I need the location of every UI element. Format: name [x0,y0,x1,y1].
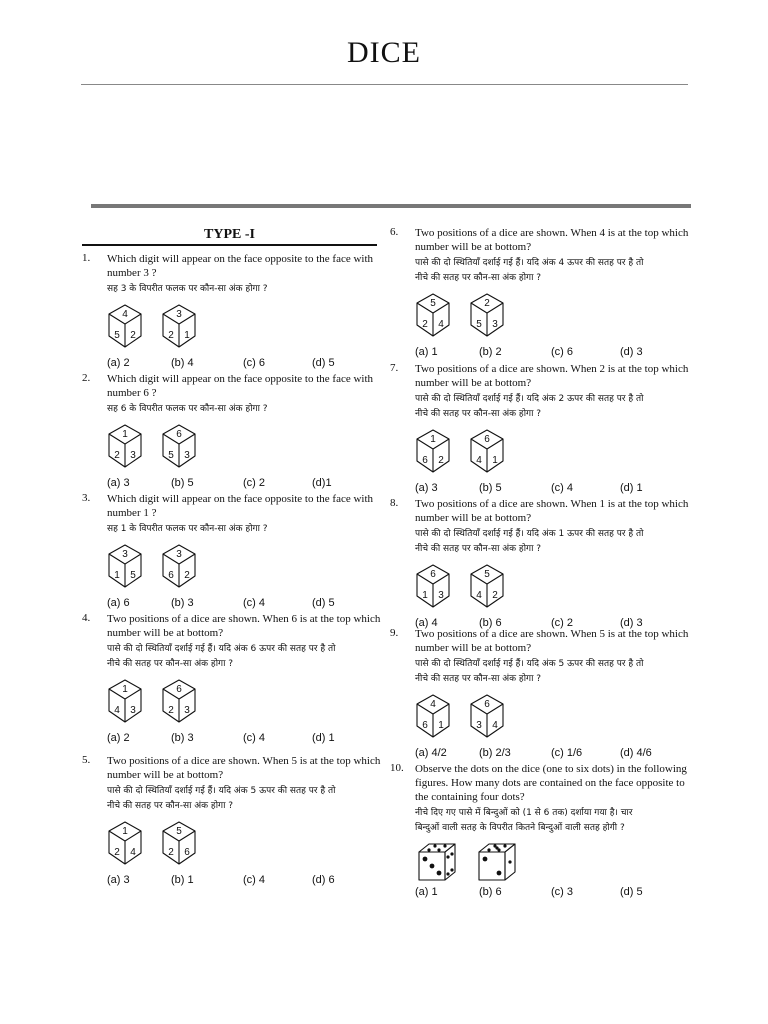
cube-face-top: 3 [122,549,128,560]
question-text-hindi: नीचे की सतह पर कौन-सा अंक होगा ? [415,674,542,684]
question-text-english: Two positions of a dice are shown. When 5 is at the top which number will be at bottom? [107,755,381,781]
answer-option: (c) 4 [243,597,265,609]
type-heading: TYPE -I [204,227,255,242]
type-heading-underline [82,244,377,246]
answer-option: (c) 2 [243,477,265,489]
cube-face-top: 4 [430,699,436,710]
answer-option: (c) 2 [551,617,573,629]
question-number: 7. [390,362,399,374]
answer-option: (b) 6 [479,617,502,629]
answer-option: (c) 4 [243,732,265,744]
cube-figure [107,423,143,469]
cube-figure [415,563,451,609]
answer-option: (a) 2 [107,357,130,369]
question-text-hindi: पासे की दो स्थितियाँ दर्शाई गई हैं। यदि अंक 4 ऊपर की सतह पर है तो [415,258,644,268]
question-text-hindi: पासे की दो स्थितियाँ दर्शाई गई हैं। यदि अंक 5 ऊपर की सतह पर है तो [415,659,644,669]
cube-face-right: 3 [130,705,136,716]
dot-side [450,868,453,871]
question-text-hindi: पासे की दो स्थितियाँ दर्शाई गई हैं। यदि अंक 5 ऊपर की सतह पर है तो [107,786,336,796]
cube-figure [415,693,451,739]
answer-option: (d) 3 [620,617,643,629]
cube-face-top: 1 [122,826,128,837]
cube-face-left: 4 [476,455,482,466]
answer-option: (d) 6 [312,874,335,886]
question-text-english: Which digit will appear on the face opposite to the face with number 6 ? [107,373,374,399]
answer-option: (d) 5 [312,597,335,609]
question-number: 2. [82,372,91,384]
answer-option: (a) 4 [415,617,438,629]
cube-figure [107,678,143,724]
cube-face-top: 1 [122,429,128,440]
answer-option: (b) 3 [171,597,194,609]
cube-face-right: 2 [438,455,444,466]
answer-option: (c) 4 [551,482,573,494]
answer-option: (d)1 [312,477,332,489]
cube-face-top: 6 [176,684,182,695]
cube-face-right: 4 [492,720,498,731]
question-text-hindi: पासे की दो स्थितियाँ दर्शाई गई हैं। यदि अंक 1 ऊपर की सतह पर है तो [415,529,644,539]
cube-face-left: 1 [114,570,120,581]
cube-figure [415,428,451,474]
cube-face-left: 5 [476,319,482,330]
cube-face-right: 1 [438,720,444,731]
answer-option: (a) 6 [107,597,130,609]
question-number: 8. [390,497,399,509]
question-text-hindi: नीचे की सतह पर कौन-सा अंक होगा ? [107,659,234,669]
answer-option: (b) 4 [171,357,194,369]
cube-face-top: 5 [430,298,436,309]
dot-top [427,848,430,851]
question-text-hindi: पासे की दो स्थितियाँ दर्शाई गई हैं। यदि अंक 2 ऊपर की सतह पर है तो [415,394,644,404]
answer-option: (c) 6 [551,346,573,358]
cube-face-right: 2 [130,330,136,341]
answer-option: (a) 3 [107,874,130,886]
cube-face-left: 3 [476,720,482,731]
question-text-hindi: पासे की दो स्थितियाँ दर्शाई गई हैं। यदि अंक 6 ऊपर की सतह पर है तो [107,644,336,654]
question-text-hindi: बिन्दुओं वाली सतह के विपरीत कितने बिन्दुओं वाली सतह होगी ? [415,823,625,833]
cube-face-right: 1 [184,330,190,341]
cube-face-right: 5 [130,570,136,581]
cube-face-top: 1 [122,684,128,695]
cube-face-right: 1 [492,455,498,466]
answer-option: (d) 5 [312,357,335,369]
cube-figure [415,292,451,338]
dot-cube-figure [417,842,457,882]
dot-front [437,871,442,876]
dot-front [497,871,502,876]
dot-front [483,857,488,862]
question-number: 10. [390,762,404,774]
question-text-english: Two positions of a dice are shown. When 1 is at the top which number will be at bottom? [415,498,689,524]
cube-face-left: 4 [476,590,482,601]
cube-figure [161,543,197,589]
question-text-english: Two positions of a dice are shown. When 6 is at the top which number will be at bottom? [107,613,381,639]
answer-option: (a) 3 [107,477,130,489]
dot-top [487,848,490,851]
cube-face-top: 5 [484,569,490,580]
answer-option: (b) 5 [171,477,194,489]
dot-top [443,844,446,847]
cube-face-left: 2 [422,319,428,330]
page-title: DICE [347,36,421,69]
dot-side [508,860,511,863]
dot-front [430,864,435,869]
cube-figure [161,423,197,469]
cube-figure [469,563,505,609]
answer-option: (a) 1 [415,346,438,358]
cube-face-right: 6 [184,847,190,858]
cube-face-left: 6 [422,455,428,466]
answer-option: (d) 1 [620,482,643,494]
dot-side [446,872,449,875]
answer-option: (a) 1 [415,886,438,898]
answer-option: (b) 5 [479,482,502,494]
dot-top [493,844,496,847]
answer-option: (b) 1 [171,874,194,886]
cube-face-right: 3 [184,705,190,716]
question-number: 4. [82,612,91,624]
answer-option: (b) 3 [171,732,194,744]
cube-figure [469,292,505,338]
dot-top [433,844,436,847]
cube-face-top: 2 [484,298,490,309]
cube-face-right: 4 [130,847,136,858]
answer-option: (c) 1/6 [551,747,583,759]
question-text-hindi: नीचे की सतह पर कौन-सा अंक होगा ? [415,409,542,419]
cube-face-right: 2 [492,590,498,601]
answer-option: (b) 2/3 [479,747,511,759]
question-text-english: Which digit will appear on the face opposite to the face with number 3 ? [107,253,374,279]
cube-face-top: 6 [176,429,182,440]
cube-face-left: 4 [114,705,120,716]
cube-face-top: 1 [430,434,436,445]
cube-figure [469,693,505,739]
question-number: 1. [82,252,91,264]
answer-option: (d) 1 [312,732,335,744]
section-divider [91,204,691,208]
answer-option: (b) 2 [479,346,502,358]
answer-option: (d) 4/6 [620,747,652,759]
dot-side [446,855,449,858]
cube-face-right: 3 [184,450,190,461]
cube-figure [161,678,197,724]
cube-figure [161,303,197,349]
question-text-hindi: नीचे की सतह पर कौन-सा अंक होगा ? [415,544,542,554]
answer-option: (c) 4 [243,874,265,886]
answer-option: (b) 6 [479,886,502,898]
cube-face-left: 2 [114,450,120,461]
cube-face-top: 3 [176,549,182,560]
dot-top [503,844,506,847]
cube-face-right: 2 [184,570,190,581]
cube-face-right: 4 [438,319,444,330]
cube-face-right: 3 [438,590,444,601]
cube-face-left: 6 [422,720,428,731]
cube-face-left: 2 [168,330,174,341]
answer-option: (d) 3 [620,346,643,358]
cube-face-left: 6 [168,570,174,581]
cube-figure [107,303,143,349]
title-divider [81,84,688,85]
answer-option: (a) 2 [107,732,130,744]
cube-face-left: 2 [114,847,120,858]
dot-front [423,857,428,862]
cube-face-left: 2 [168,847,174,858]
dot-top [437,848,440,851]
cube-figure [161,820,197,866]
question-text-hindi: नीचे दिए गए पासे में बिन्दुओं को (1 से 6 तक) दर्शाया गया है। चार [415,808,633,818]
cube-figure [107,543,143,589]
cube-face-top: 3 [176,309,182,320]
question-text-hindi: सह 6 के विपरीत फलक पर कौन-सा अंक होगा ? [107,404,268,414]
cube-face-left: 2 [168,705,174,716]
question-number: 6. [390,226,399,238]
cube-figure [107,820,143,866]
question-text-english: Two positions of a dice are shown. When 5 is at the top which number will be at bottom? [415,628,689,654]
cube-face-top: 6 [484,434,490,445]
cube-face-top: 4 [122,309,128,320]
answer-option: (a) 4/2 [415,747,447,759]
question-text-hindi: सह 3 के विपरीत फलक पर कौन-सा अंक होगा ? [107,284,268,294]
question-text-english: Which digit will appear on the face opposite to the face with number 1 ? [107,493,374,519]
cube-face-top: 5 [176,826,182,837]
question-text-hindi: सह 1 के विपरीत फलक पर कौन-सा अंक होगा ? [107,524,268,534]
cube-face-left: 5 [114,330,120,341]
answer-option: (c) 3 [551,886,573,898]
cube-face-top: 6 [484,699,490,710]
cube-face-left: 5 [168,450,174,461]
question-text-english: Observe the dots on the dice (one to six dots) in the following figures. How many dots are contained on the face opposite to the containing four dots? [415,763,687,803]
cube-face-right: 3 [492,319,498,330]
question-text-hindi: नीचे की सतह पर कौन-सा अंक होगा ? [415,273,542,283]
dot-cube-figure [477,842,517,882]
question-number: 9. [390,627,399,639]
answer-option: (c) 6 [243,357,265,369]
question-text-english: Two positions of a dice are shown. When 4 is at the top which number will be at bottom? [415,227,689,253]
cube-face-top: 6 [430,569,436,580]
cube-face-left: 1 [422,590,428,601]
answer-option: (d) 5 [620,886,643,898]
cube-face-right: 3 [130,450,136,461]
cube-figure [469,428,505,474]
question-number: 3. [82,492,91,504]
question-text-hindi: नीचे की सतह पर कौन-सा अंक होगा ? [107,801,234,811]
question-text-english: Two positions of a dice are shown. When 2 is at the top which number will be at bottom? [415,363,689,389]
answer-option: (a) 3 [415,482,438,494]
dot-side [450,852,453,855]
question-number: 5. [82,754,91,766]
